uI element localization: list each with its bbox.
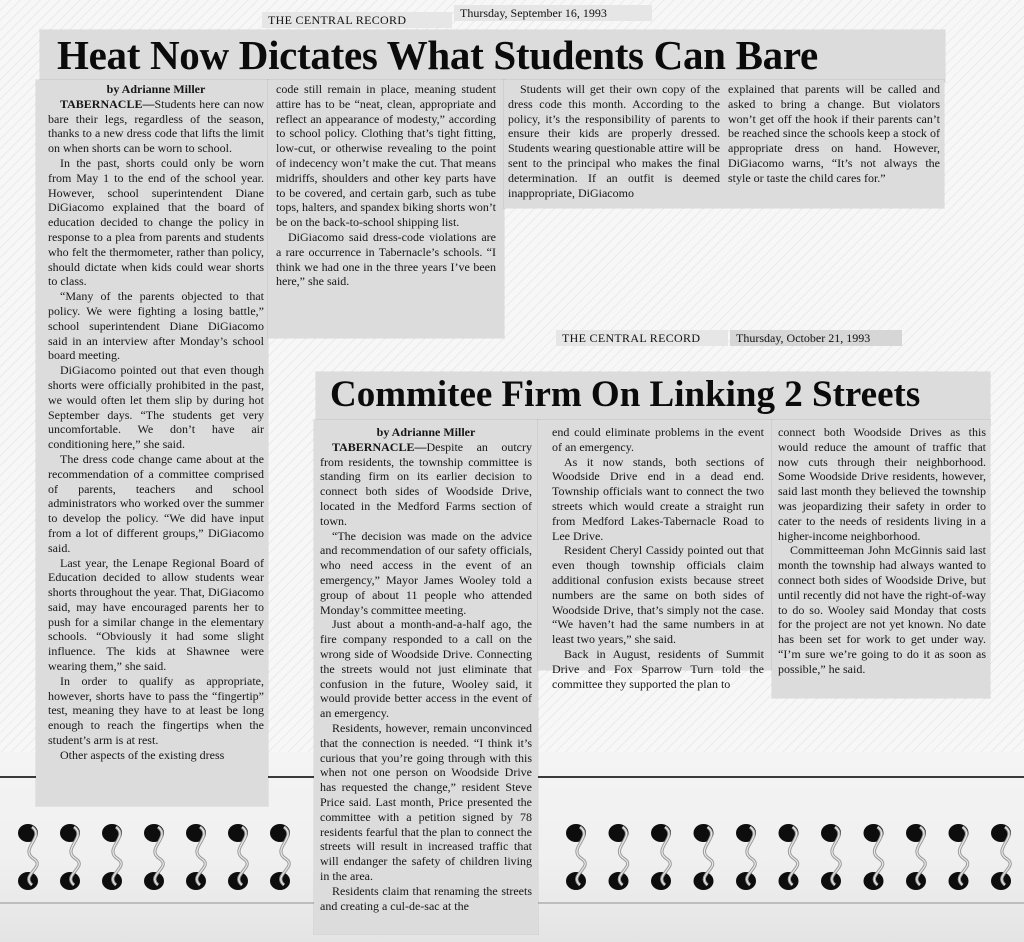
binding-ring	[18, 824, 38, 890]
article2-paragraph: Committeeman John McGinnis said last month the township had always wanted to connect both sides of Woodside Drive, but until recently did not have the right-of-way to do so. Wooley said Monday that costs for the project are not yet known. No date has been set for work to get under way. “I’m sure we’re going to do it as soon as possible,” he said.	[778, 543, 986, 676]
masthead-date-1: Thursday, September 16, 1993	[454, 5, 652, 21]
article2-paragraph: Residents claim that renaming the streets and creating a cul-de-sac at the	[320, 883, 532, 913]
masthead-date-2: Thursday, October 21, 1993	[730, 330, 902, 346]
article1-paragraph: DiGiacomo said dress-code violations are a rare occurrence in Tabernacle’s schools. “I think we had one in the three years I’ve been here,” she said.	[276, 229, 496, 289]
masthead-publication-2: THE CENTRAL RECORD	[556, 330, 728, 346]
article2-paragraph: Just about a month-and-a-half ago, the fire company responded to a call on the wrong side of Woodside Drive. Connecting the streets would not just eliminate that confusion in the future, Wooley said, it would provide better access in the event of an emergency.	[320, 617, 532, 721]
binding-ring	[779, 824, 799, 890]
binding-ring	[609, 824, 629, 890]
binding-ring	[270, 824, 290, 890]
article1-paragraph: In order to qualify as appropriate, however, shorts have to pass the “fingertip” test, meaning they have to at least be long enough to reach the fingertips when the student’s arm is at rest.	[48, 673, 264, 748]
article1-column-4	[728, 82, 940, 186]
article1-column-2	[276, 82, 496, 289]
article2-paragraph: TABERNACLE—Despite an outcry from residents, the township committee is standing firm on its earlier decision to connect both sides of Woodside Drive, located in the Medford Farms section of town.	[320, 439, 532, 528]
binding-ring	[651, 824, 671, 890]
article1-dateline: TABERNACLE—	[60, 96, 155, 111]
article2-column-3	[778, 425, 986, 677]
binding-ring	[60, 824, 80, 890]
article2-paragraph: Residents, however, remain unconvinced that the connection is needed. “I think it’s curious that you’re going through with this when not one person on Woodside Drive has requested the change,” resident Steve Price said. Last month, Price presented the committee with a petition signed by 78 residents fearful that the plan to connect the streets will result in increased traffic that will endanger the safety of children living in the area.	[320, 720, 532, 883]
binding-ring	[864, 824, 884, 890]
binding-ring	[694, 824, 714, 890]
binding-ring	[991, 824, 1011, 890]
article1-paragraph: Last year, the Lenape Regional Board of Education decided to allow students wear shorts throughout the year. That, DiGiacomo said, may have encouraged parents her to push for a similar change in the elementary schools. “Obviously it had some slight influence. The kids at Shawnee were wearing them,” she said.	[48, 555, 264, 674]
article1-paragraph: TABERNACLE—Students here can now bare their legs, regardless of the season, thanks to a new dress code that lifts the limit on when shorts can be worn to school.	[48, 96, 264, 156]
article2-paragraph: end could eliminate problems in the event of an emergency.	[552, 425, 764, 454]
article2-paragraph: As it now stands, both sections of Woodside Drive end in a dead end. Township officials want to connect the two streets which would create a straight run from Medford Lakes-Tabernacle Road to Lee Drive.	[552, 454, 764, 543]
article1-paragraph: DiGiacomo pointed out that even though shorts were officially prohibited in the past, we would often let them slip by during hot September days. “The students get very uncomfortable. We don’t have air conditioning here,” she said.	[48, 363, 264, 452]
binding-ring	[821, 824, 841, 890]
binding-ring	[144, 824, 164, 890]
article1-paragraph: Students will get their own copy of the dress code this month. According to the policy, it’s the responsibility of parents to ensure their kids are properly dressed. Students wearing questionable attire will be sent to the principal who makes the final determination. If an outfit is deemed inappropriate, DiGiacomo	[508, 82, 720, 200]
article2-column-2	[552, 425, 764, 691]
binding-ring	[906, 824, 926, 890]
article2-dateline: TABERNACLE—	[332, 439, 427, 454]
binding-ring	[736, 824, 756, 890]
article1-paragraph: In the past, shorts could only be worn from May 1 to the end of the school year. However, school superintendent Diane DiGiacomo explained that the board of education decided to change the policy in response to a plea from parents and students who felt the thermometer, rather than policy, should dictate when kids could wear shorts to class.	[48, 155, 264, 289]
headline-2: Commitee Firm On Linking 2 Streets	[330, 374, 921, 415]
article2-paragraph: Resident Cheryl Cassidy pointed out that even though township officials claim additional confusion exists because street numbers are the same on both sides of Woodside Drive, that’s simply not the case. “We haven’t had the same numbers in at least two years,” she said.	[552, 543, 764, 647]
article1-column-3	[508, 82, 720, 200]
binding-ring	[102, 824, 122, 890]
article2-paragraph: “The decision was made on the advice and recommendation of our safety officials, who need access in the event of an emergency,” Mayor James Wooley told a group of about 11 people who attended Monday’s committee meeting.	[320, 528, 532, 617]
article1-paragraph: The dress code change came about at the recommendation of a committee comprised of parents, teachers and school administrators who worked over the summer to develop the policy. “We did have input from a lot of different groups,” DiGiacomo said.	[48, 451, 264, 555]
masthead-publication-1: THE CENTRAL RECORD	[262, 12, 452, 28]
article1-paragraph: “Many of the parents objected to that policy. We were fighting a losing battle,” school superintendent Diane DiGiacomo said in an interview after Monday’s school board meeting.	[48, 289, 264, 363]
binding-ring	[566, 824, 586, 890]
binding-ring	[228, 824, 248, 890]
article1-paragraph: code still remain in place, meaning student attire has to be “neat, clean, appropriate and reflect an appearance of modesty,” according to school policy. Clothing that’s tight fitting, low-cut, or otherwise revealing to the point of indecency won’t make the cut. That means midriffs, shoulders and other key parts have to be covered, and certain garb, such as tube tops, halters, and spandex biking shorts won’t be on the back-to-school shipping list.	[276, 82, 496, 230]
article2-column-1	[320, 425, 532, 913]
headline-1: Heat Now Dictates What Students Can Bare	[57, 32, 818, 78]
article2-paragraph: Back in August, residents of Summit Drive and Fox Sparrow Turn told the committee they supported the plan to	[552, 646, 764, 691]
article1-paragraph: Other aspects of the existing dress	[60, 747, 225, 762]
article2-paragraph: connect both Woodside Drives as this would reduce the amount of traffic that now cuts through their neighborhood. Some Woodside Drive residents, however, said last month they believed the township was jeopardizing their safety in order to cater to the needs of residents living in a higher-income neighborhood.	[778, 425, 986, 543]
binding-ring	[186, 824, 206, 890]
article1-paragraph: explained that parents will be called and asked to bring a change. But violators won’t get off the hook if their parents can’t be reached since the schools keep a stock of appropriate dress on hand. However, DiGiacomo warns, “It’s not always the style or taste the child cares for.”	[728, 82, 940, 185]
article1-column-1	[48, 82, 264, 763]
binding-ring	[949, 824, 969, 890]
article2-byline: by Adrianne Miller	[376, 425, 476, 439]
article1-byline: by Adrianne Miller	[106, 82, 206, 96]
